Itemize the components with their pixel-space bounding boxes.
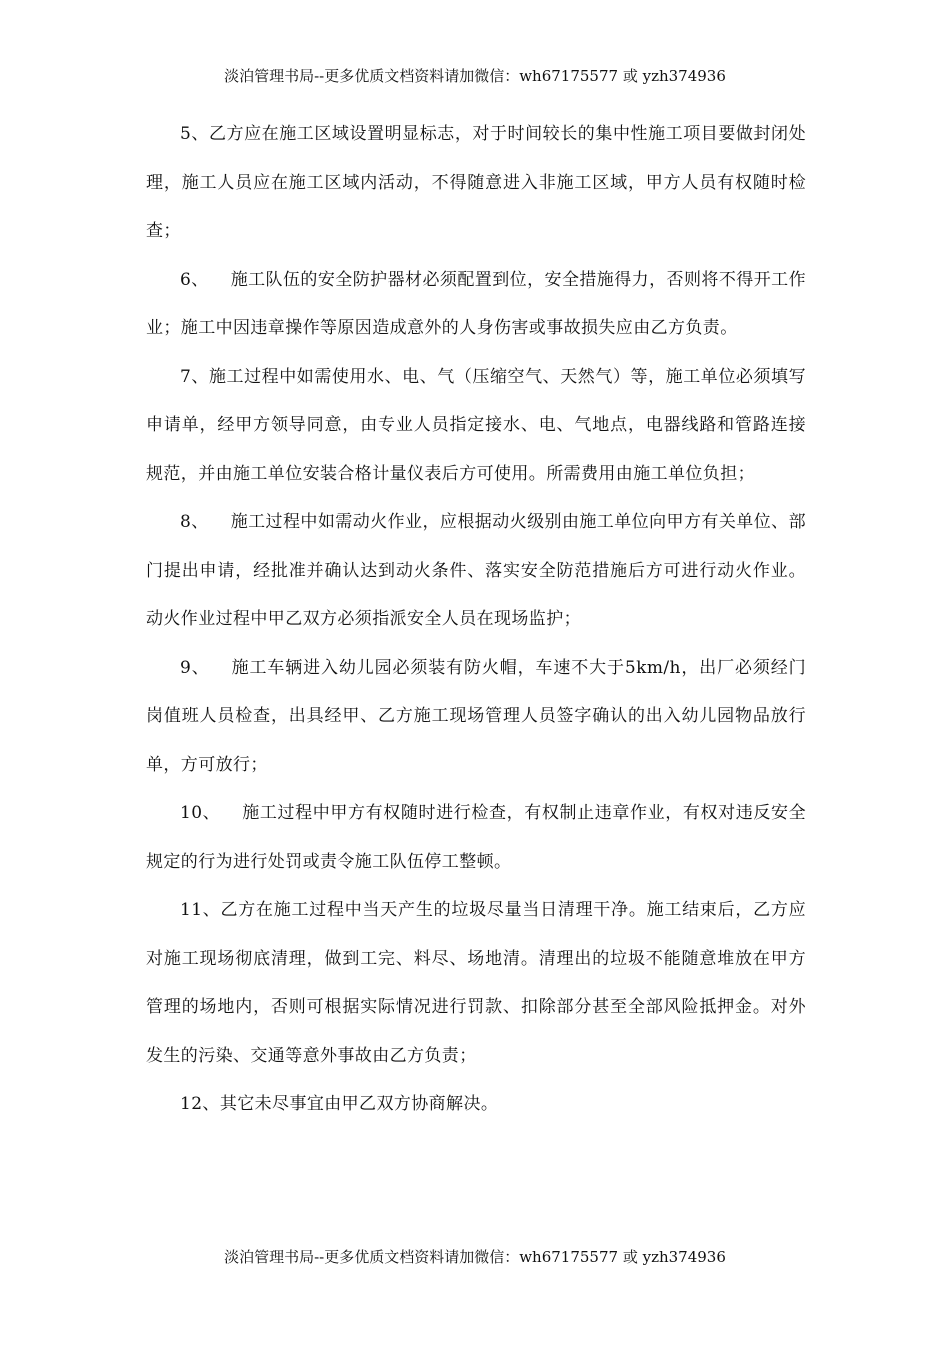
clause-number: 7、: [180, 366, 209, 387]
clause-8: [146, 498, 806, 644]
clause-9: [146, 644, 806, 790]
clause-text: 施工队伍的安全防护器材必须配置到位，安全措施得力，否则将不得开工作业；施工中因违章操作等原因造成意外的人身伤害或事故损失应由乙方负责。: [146, 269, 806, 338]
page-footer: 淡泊管理书局--更多优质文档资料请加微信：wh67175577 或 yzh374936: [224, 1248, 726, 1266]
clause-number: 9、: [180, 657, 210, 678]
clause-text: 施工过程中如需动火作业，应根据动火级别由施工单位向甲方有关单位、部门提出申请，经批准并确认达到动火条件、落实安全防范措施后方可进行动火作业。动火作业过程中甲乙双方必须指派安全人员在现场监护；: [146, 512, 806, 629]
clause-10: [146, 789, 806, 886]
clause-text: 施工过程中如需使用水、电、气（压缩空气、天然气）等，施工单位必须填写申请单，经甲方领导同意，由专业人员指定接水、电、气地点，电器线路和管路连接规范，并由施工单位安装合格计量仪表后方可使用。所需费用由施工单位负担；: [146, 366, 806, 484]
clause-text: 施工车辆进入幼儿园必须装有防火帽，车速不大于5km/h，出厂必须经门岗值班人员检查，出具经甲、乙方施工现场管理人员签字确认的出入幼儿园物品放行单，方可放行；: [146, 657, 806, 775]
document-body: [146, 110, 806, 1129]
clause-7: [146, 353, 806, 499]
clause-11: [146, 886, 806, 1080]
clause-text: 乙方应在施工区域设置明显标志，对于时间较长的集中性施工项目要做封闭处理，施工人员应在施工区域内活动，不得随意进入非施工区域，甲方人员有权随时检查；: [146, 124, 806, 241]
clause-12: [146, 1080, 806, 1129]
clause-number: 12、: [180, 1094, 220, 1114]
clause-number: 6、: [180, 269, 209, 290]
clause-number: 5、: [180, 124, 209, 144]
clause-number: 11、: [180, 900, 221, 920]
clause-text: 其它未尽事宜由甲乙双方协商解决。: [219, 1094, 499, 1114]
clause-number: 8、: [180, 512, 209, 532]
clause-6: [146, 256, 806, 353]
clause-text: 乙方在施工过程中当天产生的垃圾尽量当日清理干净。施工结束后，乙方应对施工现场彻底清理，做到工完、料尽、场地清。清理出的垃圾不能随意堆放在甲方管理的场地内，否则可根据实际情况进行罚款、扣除部分甚至全部风险抵押金。对外发生的污染、交通等意外事故由乙方负责；: [146, 900, 806, 1066]
page-header: 淡泊管理书局--更多优质文档资料请加微信：wh67175577 或 yzh374936: [224, 67, 726, 85]
clause-text: 施工过程中甲方有权随时进行检查，有权制止违章作业，有权对违反安全规定的行为进行处罚或责令施工队伍停工整顿。: [146, 803, 806, 872]
clause-5: [146, 110, 806, 256]
clause-number: 10、: [180, 803, 221, 823]
